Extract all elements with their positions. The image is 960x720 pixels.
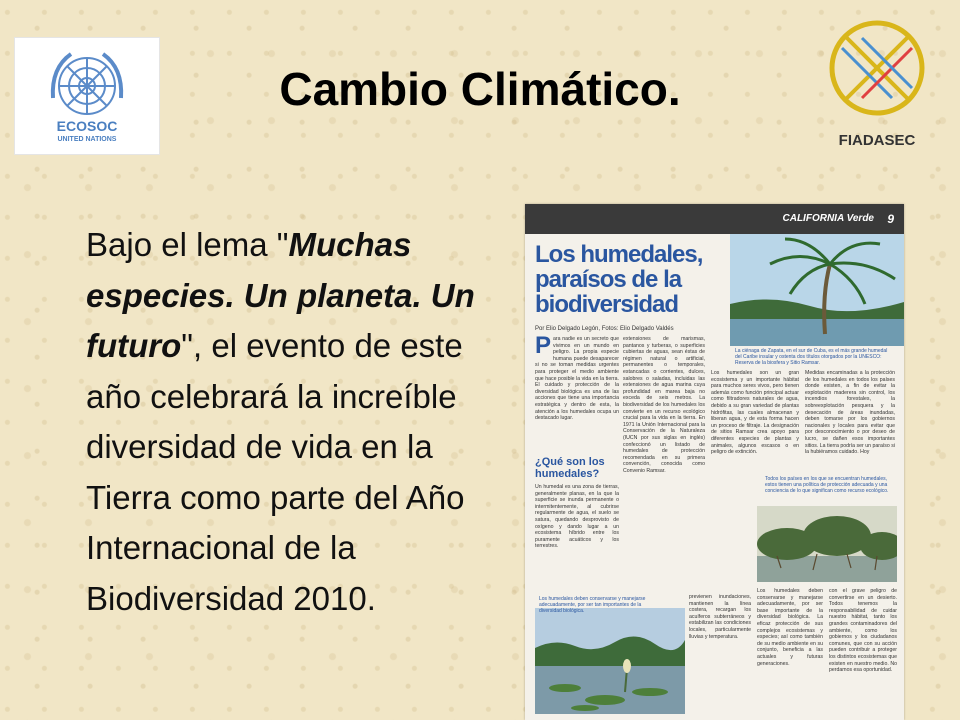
article-column-bottom-left: Un humedal es una zona de tierras, generalmente planas, en la que la superficie se inunda permanente o intermitentemente, al cubrirse regularmente de agua, el suelo se satura, quedando desprovisto de oxígeno y dando lugar a un ecosistema híbrido entre los puramente acuáticos y los terrestres. [535,484,619,550]
mangrove-photo [757,506,897,582]
magazine-page [525,204,904,720]
article-column-bottom-mid: previenen inundaciones, mantienen la línea costera, recargan los acuíferos subterráneos y estabilizan las condiciones locales, particularmente lluvias y temperatura. [689,594,751,640]
caption-top: La ciénaga de Zapata, en el sur de Cuba, es el más grande humedal del Caribe insular y ostenta dos títulos otorgados por la UNESCO: Reserva de la biosfera y Sitio Ramsar. [735,348,888,366]
magazine-header-label: CALIFORNIA Verde [782,213,874,224]
caption-mid: Todos los países en los que se encuentran humedales, estos tienen una política de protección adecuada y una conciencia de lo que significan como recurso ecológico. [765,476,889,494]
magazine-header [525,204,904,234]
article-column-2: extensiones de marismas, pantanos y turberas, o superficies cubiertas de aguas, sean éstas de régimen natural o artificial, permanentes o temporales, estancadas o corrientes, dulces, salobres o saladas, incluidas las extensiones de agua marina cuya profundidad en marea baja no exceda de seis metros. La biodiversidad de los humedales los convierte en un recurso ecológico crucial para la vida en la tierra. En 1971 la Unión Internacional para la Conservación de la Naturaleza (IUCN por sus siglas en inglés) confeccionó un listado de humedales de protección recomendada en su primera convención, conocida como Convenio Ramsar. [623,336,705,474]
palm-photo [730,234,904,346]
article-column-bottom-right: Los humedales deben conservarse y manejarse adecuadamente, por ser base importante de la diversidad biológica. La eficaz protección de sus complejos ecosistemas y especies; así como también de su medio ambiente en su conjunto, beneficia a las actuales y futuras generaciones. [757,588,823,667]
water-lily-photo [535,608,685,714]
caption-bottom: Los humedales deben conservarse y manejarse adecuadamente, por ser tan importantes de la diversidad biológica. [539,596,646,614]
fiadasec-text: FIADASEC [838,132,916,149]
magazine-byline: Por Elio Delgado Legón, Fotos: Elio Delgado Valdés [535,326,674,332]
slide-title: Cambio Climático. [279,63,681,115]
dropcap-letter: P [535,336,552,359]
body-prefix: Bajo el lema " [86,226,289,263]
body-suffix: ", el evento de este año celebrará la increíble diversidad de vida en la Tierra como parte del Año Internacional de la Biodiversidad 2010. [86,327,465,617]
body-paragraph [86,220,486,624]
fiadasec-emblem-icon [822,20,932,130]
magazine-headline: Los humedales, paraísos de la biodiversidad [535,241,703,318]
article-column-4: Medidas encaminadas a la protección de los humedales en todos los países donde existen, a fin de evitar la explotación maderera sin control, los incendios forestales, la sobreexplotación pesquera y la desecación de áreas inundadas, deben tomarse por los gobiernos nacionales y locales para evitar que por desconocimiento o por deseo de lucro, se dañen esos importantes sitios. La tierra podría ser un paraíso si la hubiéramos cuidado. Hoy [805,370,895,456]
article-column-1 [535,336,619,454]
ecosoc-text: ECOSOC [56,118,118,134]
fiadasec-logo [822,20,932,160]
magazine-page-number: 9 [887,212,894,226]
subheading: ¿Qué son los humedales? [535,456,605,480]
article-column-bottom-far: con el grave peligro de convertirse en un desierto. Todos tenemos la responsabilidad de cuidar nuestro hábitat, tanto los grandes contaminadores del ambiente, como los gobiernos y los ciudadanos comunes, que con su acción pueden contribuir a proteger los distintos ecosistemas que existen en nuestro medio. No perdamos esa oportunidad. [829,588,897,674]
article-column-1-text: ara nadie es un secreto que vivimos en un mundo en peligro. La propia especie humana puede desaparecer si no se toman medidas urgentes para proteger el medio ambiente que hace posible la vida en la tierra. El cuidado y protección de la diversidad biológica es una de las acciones que tiene una importancia estratégica y dentro de esta, la atención a los humedales ocupa un destacado lugar. [535,336,619,422]
article-column-3: Los humedales son un gran ecosistema y un importante hábitat para muchos seres vivos, pero tienen además como función principal actuar como filtradores naturales de agua, debido a su gran variedad de plantas hidrófitas, las cuales almacenan y liberan agua, y de esta forma hacen un proceso de filtraje. La designación de sitios Ramsar crea apoyo para diferentes especies de plantas y animales, algunos escasos o en peligro de extinción. [711,370,799,456]
body-motto: Muchas especies. Un planeta. Un futuro [86,226,475,364]
un-subtext: UNITED NATIONS [57,136,117,143]
